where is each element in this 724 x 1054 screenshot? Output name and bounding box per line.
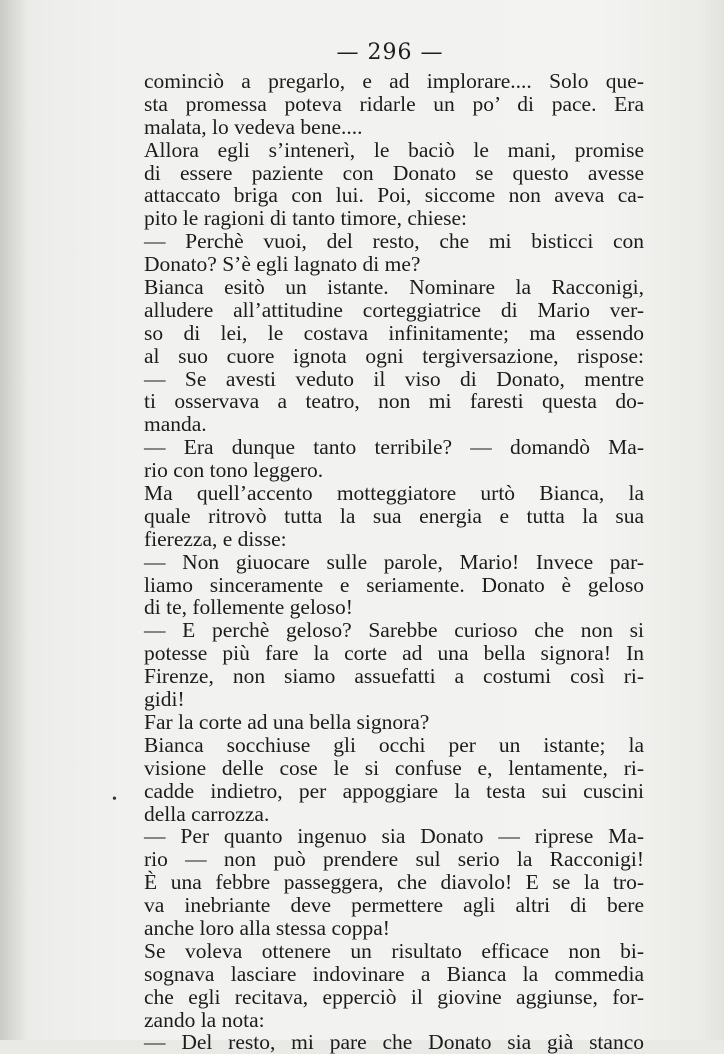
text-line: di essere paziente con Donato se questo avesse (144, 160, 644, 185)
text-line: rio con tono leggero. (144, 458, 324, 483)
text-line: — Perchè vuoi, del resto, che mi bisticci con (144, 229, 644, 254)
text-line: liamo sinceramente e seriamente. Donato è geloso (144, 572, 644, 597)
binding-shadow (0, 0, 26, 1040)
text-line: Se voleva ottenere un risultato efficace non bi- (144, 938, 644, 963)
text-line: fierezza, e disse: (144, 526, 287, 551)
text-line: Firenze, non siamo assuefatti a costumi così ri- (144, 664, 644, 689)
text-line: — Per quanto ingenuo sia Donato — riprese Ma- (144, 824, 644, 849)
page-number: — 296 — (336, 40, 444, 65)
text-line: che egli recitava, epperciò il giovine aggiunse, for- (144, 984, 644, 1009)
text-line: sta promessa poteva ridarle un po’ di pace. Era (144, 91, 644, 116)
margin-speck: • (112, 792, 117, 807)
text-line: — Del resto, mi pare che Donato sia già stanco (144, 1030, 644, 1054)
text-line: Allora egli s’intenerì, le baciò le mani, promise (144, 137, 644, 162)
text-line: — Non giuocare sulle parole, Mario! Invece par- (144, 549, 644, 574)
text-line: della carrozza. (144, 801, 270, 826)
text-line: ti osservava a teatro, non mi faresti questa do- (144, 389, 644, 414)
text-line: anche loro alla stessa coppa! (144, 915, 390, 940)
text-line: di te, follemente geloso! (144, 595, 353, 620)
text-line: va inebriante deve permettere agli altri di bere (144, 893, 644, 918)
text-line: manda. (144, 412, 207, 437)
text-line: — Se avesti veduto il viso di Donato, mentre (144, 366, 644, 391)
text-line: cominciò a pregarlo, e ad implorare.... Solo que- (144, 69, 644, 93)
text-line: sognava lasciare indovinare a Bianca la commedia (144, 961, 644, 986)
text-line: alludere all’attitudine corteggiatrice di Mario ver- (144, 297, 644, 322)
text-line: so di lei, le costava infinitamente; ma essendo (144, 320, 644, 345)
text-line: gidi! (144, 687, 185, 712)
text-line: — E perchè geloso? Sarebbe curioso che non si (144, 618, 644, 643)
text-line: — Era dunque tanto terribile? — domandò Ma- (144, 435, 644, 460)
text-line: zando la nota: (144, 1007, 265, 1032)
text-line: È una febbre passeggera, che diavolo! E se la tro- (144, 870, 644, 895)
text-line: cadde indietro, per appoggiare la testa sui cuscini (144, 778, 644, 803)
page-body-text (144, 70, 644, 1054)
text-line: visione delle cose le si confuse e, lentamente, ri- (144, 755, 644, 780)
text-line: Bianca esitò un istante. Nominare la Racconigi, (144, 275, 644, 300)
text-line: potesse più fare la corte ad una bella signora! In (144, 641, 644, 666)
text-line: Bianca socchiuse gli occhi per un istante; la (144, 732, 644, 757)
text-line: attaccato briga con lui. Poi, siccome non aveva ca- (144, 183, 644, 208)
text-line: al suo cuore ignota ogni tergiversazione, rispose: (144, 343, 644, 368)
text-line: Donato? S’è egli lagnato di me? (144, 252, 421, 277)
text-line: malata, lo vedeva bene.... (144, 114, 363, 139)
text-line: Ma quell’accento motteggiatore urtò Bianca, la (144, 481, 644, 506)
text-line: pito le ragioni di tanto timore, chiese: (144, 206, 468, 231)
text-line: Far la corte ad una bella signora? (144, 709, 430, 734)
text-line: quale ritrovò tutta la sua energia e tutta la sua (144, 503, 644, 528)
text-line: rio — non può prendere sul serio la Racconigi! (144, 847, 644, 872)
